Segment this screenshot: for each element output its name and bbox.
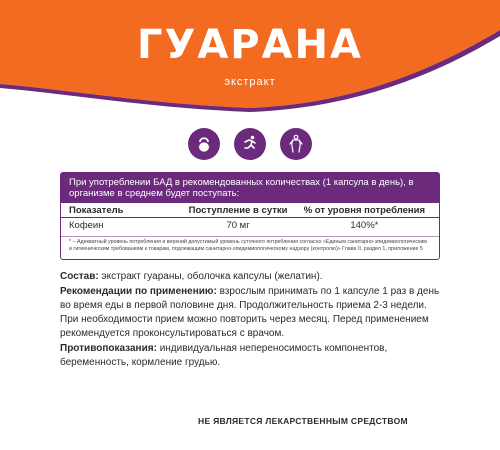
usage-label: Рекомендации по применению: [60,286,217,297]
contraindications-paragraph [60,342,440,370]
table-intro: При употреблении БАД в рекомендованных количествах (1 капсула в день), в организме в среднем будет поступать: [61,173,439,203]
contraindications-text: индивидуальная непереносимость компонентов, беременность, кормление грудью. [60,343,388,368]
product-info [60,270,440,371]
contraindications-label: Противопоказания: [60,343,157,354]
table-header-row [61,205,439,218]
product-title: ГУАРАНА [137,22,363,68]
column-header: Показатель [69,205,124,216]
running-person-icon [234,128,266,160]
composition-text: экстракт гуараны, оболочка капсулы (желатин). [98,271,323,282]
table-footnote: * – Адекватный уровень потребления и верхний допустимый уровень суточного потребления согласно «Единым санитарно-эпидемиологическим и гигиеническим требованиям к товарам, подлежащим санитарно-эпидемиологическому надзору (контролю)» Глава II, раздел 1, приложение 5 [61,236,439,252]
usage-text: взрослым принимать по 1 капсуле 1 раз в день во время еды в первой половине дня. Продолжительность приема 2-3 недели. При необходимости прием можно повторить через месяц. Перед применением рекомендуется проконсультироваться с врачом. [60,286,440,339]
benefit-icons [0,128,500,160]
composition-label: Состав: [60,271,99,282]
usage-paragraph [60,285,440,341]
body-silhouette-icon [280,128,312,160]
kettlebell-icon [188,128,220,160]
product-subtitle: экстракт [224,76,276,88]
table-cell: Кофеин [69,220,104,231]
column-header: % от уровня потребления [303,205,426,216]
composition-paragraph [60,270,440,284]
table-cell: 70 мг [226,220,250,231]
nutrition-table [60,172,440,260]
table-cell: 140%* [350,220,379,231]
column-header: Поступление в сутки [188,205,288,216]
disclaimer: НЕ ЯВЛЯЕТСЯ ЛЕКАРСТВЕННЫМ СРЕДСТВОМ [198,416,408,426]
table-row [61,220,439,231]
